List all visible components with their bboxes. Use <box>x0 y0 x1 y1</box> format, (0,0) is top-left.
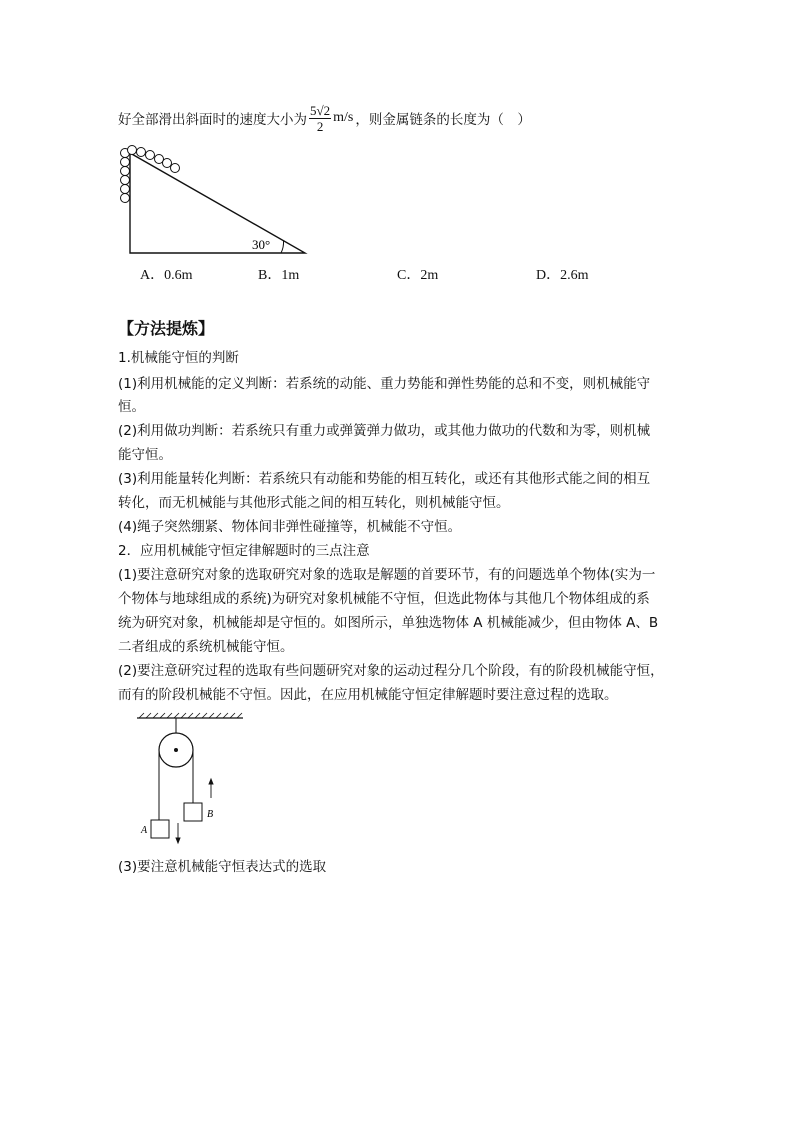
body-line: 恒。 <box>118 399 145 415</box>
body-line: (1)利用机械能的定义判断：若系统的动能、重力势能和弹性势能的总和不变，则机械能守 <box>118 376 651 392</box>
body-line: 个物体与地球组成的系统)为研究对象机械能不守恒，但选此物体与其他几个物体组成的系 <box>118 591 650 607</box>
ceiling-hatch <box>139 713 242 718</box>
body-line: 1.机械能守恒的判断 <box>118 350 239 366</box>
speed-fraction <box>309 103 331 134</box>
last-line: (3)要注意机械能守恒表达式的选取 <box>118 859 327 875</box>
body-line: (2)利用做功判断：若系统只有重力或弹簧弹力做功，或其他力做功的代数和为零，则机械 <box>118 423 651 439</box>
body-line: 统为研究对象，机械能却是守恒的。如图所示，单独选物体 A 机械能减少，但由物体 A、B <box>118 615 659 631</box>
arrow-up-icon <box>209 779 213 798</box>
block-a-label: A <box>141 825 148 836</box>
body-line: 2．应用机械能守恒定律解题时的三点注意 <box>118 543 370 559</box>
chain-links-vertical <box>121 149 130 203</box>
question-suffix: ，则金属链条的长度为（ ） <box>355 112 531 128</box>
body-line: 而有的阶段机械能不守恒。因此，在应用机械能守恒定律解题时要注意过程的选取。 <box>118 687 618 703</box>
fraction-numerator: 5√2 <box>310 102 331 118</box>
body-line: 二者组成的系统机械能守恒。 <box>118 639 294 655</box>
block-b <box>184 803 202 821</box>
option-d[interactable]: D．2.6m <box>536 268 589 283</box>
body-line: (1)要注意研究对象的选取研究对象的选取是解题的首要环节，有的问题选单个物体(实为一 <box>118 567 656 583</box>
fraction-denominator: 2 <box>316 118 324 134</box>
speed-unit: m/s <box>333 110 354 125</box>
body-line: 转化，而无机械能与其他形式能之间的相互转化，则机械能守恒。 <box>118 495 510 511</box>
question-text <box>118 98 531 138</box>
pulley-diagram <box>135 710 255 855</box>
angle-label: 30° <box>252 237 271 252</box>
question-prefix: 好全部滑出斜面时的速度大小为 <box>118 112 307 128</box>
incline-chain-diagram <box>115 145 315 255</box>
section-heading: 【方法提炼】 <box>118 319 215 338</box>
body-line: (2)要注意研究过程的选取有些问题研究对象的运动过程分几个阶段，有的阶段机械能守恒， <box>118 663 664 679</box>
arrow-down-icon <box>176 823 180 843</box>
block-a <box>151 820 169 838</box>
body-line: 能守恒。 <box>118 447 172 463</box>
body-line: (3)利用能量转化判断：若系统只有动能和势能的相互转化，或还有其他形式能之间的相互 <box>118 471 651 487</box>
option-c[interactable]: C．2m <box>397 268 439 283</box>
block-b-label: B <box>207 809 214 820</box>
option-b[interactable]: B．1m <box>258 268 300 283</box>
body-line: (4)绳子突然绷紧、物体间非弹性碰撞等，机械能不守恒。 <box>118 519 462 535</box>
chain-links-slope <box>128 146 180 173</box>
option-a[interactable]: A．0.6m <box>140 268 193 283</box>
